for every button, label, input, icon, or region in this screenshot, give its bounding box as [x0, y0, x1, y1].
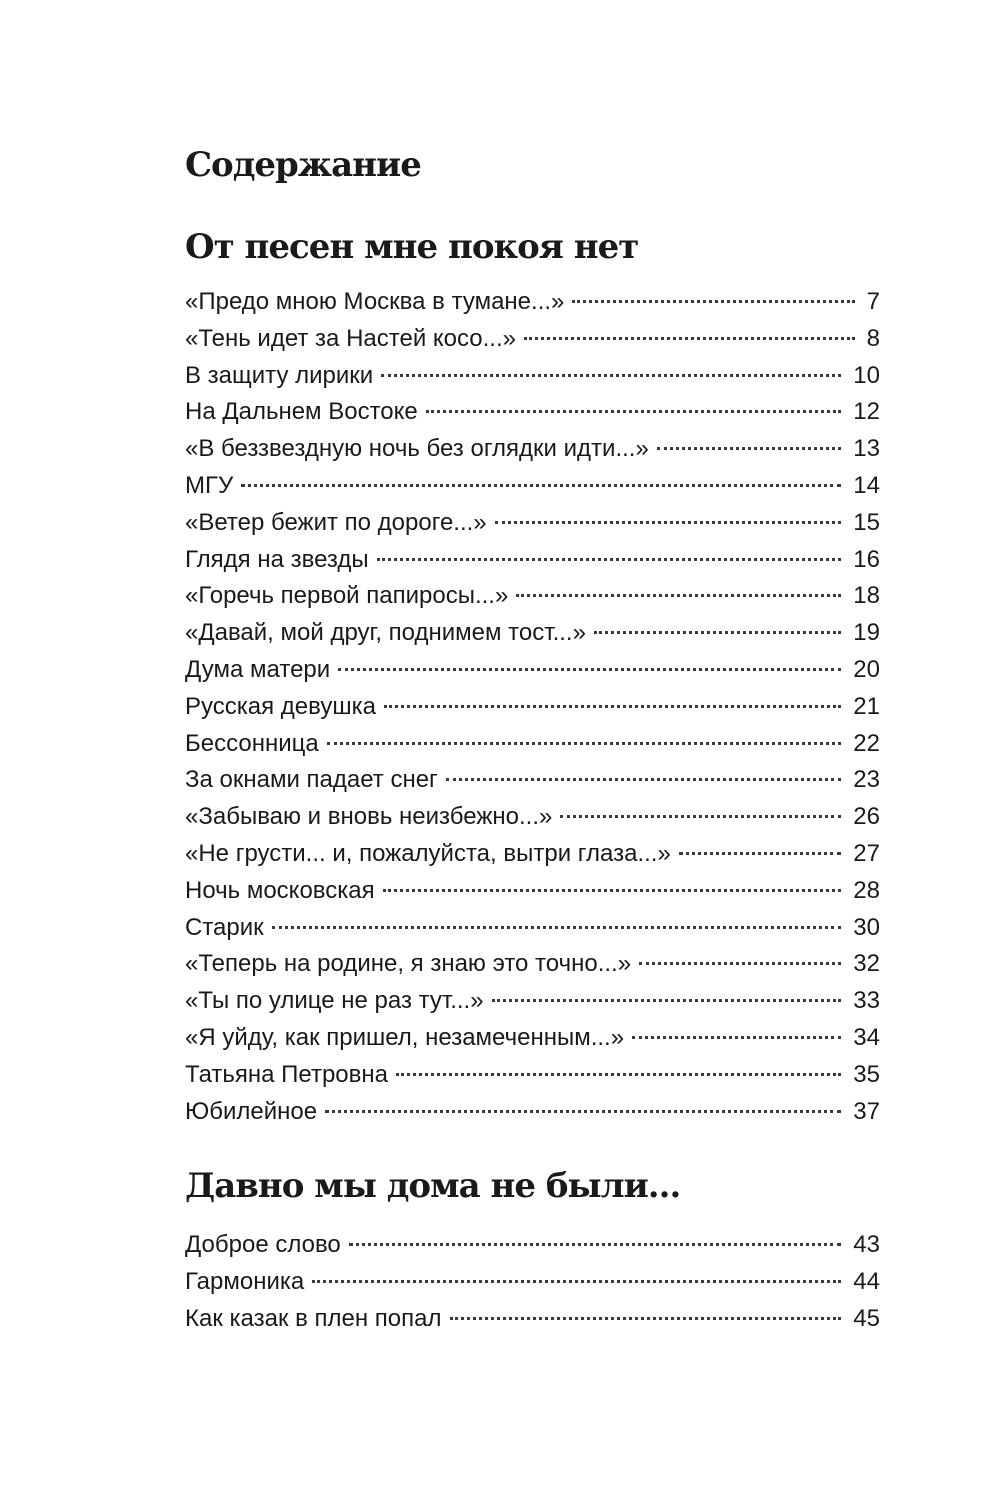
toc-entry [185, 468, 880, 505]
toc-entry [185, 1227, 880, 1264]
toc-entry [185, 799, 880, 836]
dot-leader [450, 1317, 842, 1320]
entry-page-number: 33 [853, 987, 880, 1015]
entry-title: «Горечь первой папиросы...» [185, 582, 509, 610]
toc-entry [185, 983, 880, 1020]
entry-title: На Дальнем Востоке [185, 398, 418, 426]
dot-leader [560, 815, 841, 818]
entry-title: Юбилейное [185, 1097, 318, 1125]
entry-page-number: 13 [853, 435, 880, 463]
toc-title: Содержание [185, 145, 421, 185]
toc-entry [185, 1057, 880, 1094]
entry-title: «Я уйду, как пришел, незамеченным...» [185, 1023, 625, 1051]
entry-title: В защиту лирики [185, 361, 374, 389]
dot-leader [426, 410, 842, 413]
entry-page-number: 27 [853, 839, 880, 867]
entry-title: «Теперь на родине, я знаю это точно...» [185, 950, 632, 978]
toc-entry [185, 726, 880, 763]
dot-leader [327, 742, 842, 745]
toc-entry [185, 505, 880, 542]
entry-title: Татьяна Петровна [185, 1060, 389, 1088]
toc-entry [185, 358, 880, 395]
toc-entry [185, 1301, 880, 1338]
toc-entry [185, 615, 880, 652]
dot-leader [446, 778, 842, 781]
entry-page-number: 44 [853, 1267, 880, 1295]
entry-page-number: 37 [853, 1097, 880, 1125]
entry-page-number: 14 [853, 471, 880, 499]
entry-title: Русская девушка [185, 692, 376, 720]
dot-leader [338, 668, 841, 671]
entry-title: Ночь московская [185, 876, 375, 904]
entry-title: «Ветер бежит по дороге...» [185, 508, 487, 536]
toc-entry [185, 542, 880, 579]
entry-page-number: 22 [853, 729, 880, 757]
toc-entry [185, 1094, 880, 1131]
dot-leader [594, 631, 841, 634]
toc-entry [185, 394, 880, 431]
toc-entry [185, 836, 880, 873]
entry-title: Доброе слово [185, 1231, 341, 1258]
entry-title: «Давай, мой друг, поднимем тост...» [185, 619, 586, 647]
entry-page-number: 43 [853, 1231, 880, 1258]
entry-title: За окнами падает снег [185, 766, 438, 794]
dot-leader [349, 1243, 842, 1246]
entry-page-number: 18 [853, 582, 880, 610]
entry-title: «В беззвездную ночь без оглядки идти...» [185, 435, 649, 463]
dot-leader [396, 1073, 841, 1076]
entry-title: «Ты по улице не раз тут...» [185, 987, 484, 1015]
toc-entry [185, 946, 880, 983]
dot-leader [492, 999, 842, 1002]
dot-leader [272, 926, 842, 929]
entry-page-number: 45 [853, 1304, 880, 1332]
entry-title: «Не грусти... и, пожалуйста, вытри глаза...» [185, 839, 671, 867]
dot-leader [516, 594, 841, 597]
entry-page-number: 15 [853, 508, 880, 536]
entry-page-number: 26 [853, 803, 880, 831]
dot-leader [679, 852, 842, 855]
dot-leader [312, 1280, 841, 1283]
entry-page-number: 28 [853, 876, 880, 904]
entry-page-number: 34 [853, 1023, 880, 1051]
entry-title: Как казак в плен попал [185, 1304, 442, 1332]
entry-title: «Забываю и вновь неизбежно...» [185, 803, 553, 831]
dot-leader [381, 374, 841, 377]
entry-title: «Предо мною Москва в тумане...» [185, 288, 565, 315]
toc-entry [185, 689, 880, 726]
entry-page-number: 21 [853, 692, 880, 720]
toc-entry [185, 910, 880, 947]
toc-entry [185, 431, 880, 468]
toc-entry [185, 284, 880, 321]
dot-leader [495, 521, 842, 524]
dot-leader [383, 889, 842, 892]
entry-page-number: 30 [853, 913, 880, 941]
entry-title: Старик [185, 913, 264, 941]
entry-title: «Тень идет за Настей косо...» [185, 324, 516, 352]
entry-page-number: 16 [853, 545, 880, 573]
entry-page-number: 20 [853, 655, 880, 683]
entry-page-number: 12 [853, 398, 880, 426]
toc-entry [185, 578, 880, 615]
toc-entry [185, 762, 880, 799]
section-heading: От песен мне покоя нет [185, 227, 639, 267]
entry-page-number: 19 [853, 619, 880, 647]
toc-entry [185, 1020, 880, 1057]
entry-page-number: 10 [853, 361, 880, 389]
dot-leader [241, 484, 841, 487]
entry-page-number: 23 [853, 766, 880, 794]
toc-entry [185, 321, 880, 358]
toc-list [185, 284, 880, 1130]
dot-leader [572, 300, 854, 303]
toc-entry [185, 873, 880, 910]
entry-title: Дума матери [185, 655, 331, 683]
entry-title: Бессонница [185, 729, 319, 757]
dot-leader [325, 1110, 841, 1113]
dot-leader [524, 337, 855, 340]
dot-leader [377, 558, 842, 561]
entry-page-number: 35 [853, 1060, 880, 1088]
entry-title: МГУ [185, 471, 234, 499]
entry-title: Глядя на звезды [185, 545, 369, 573]
dot-leader [639, 962, 841, 965]
toc-entry [185, 1264, 880, 1301]
toc-list [185, 1227, 880, 1337]
toc-entry [185, 652, 880, 689]
dot-leader [657, 447, 842, 450]
dot-leader [384, 705, 841, 708]
entry-page-number: 32 [853, 950, 880, 978]
section-heading: Давно мы дома не были... [185, 1166, 681, 1206]
entry-page-number: 7 [866, 288, 880, 315]
entry-title: Гармоника [185, 1267, 305, 1295]
dot-leader [632, 1036, 841, 1039]
entry-page-number: 8 [866, 324, 880, 352]
